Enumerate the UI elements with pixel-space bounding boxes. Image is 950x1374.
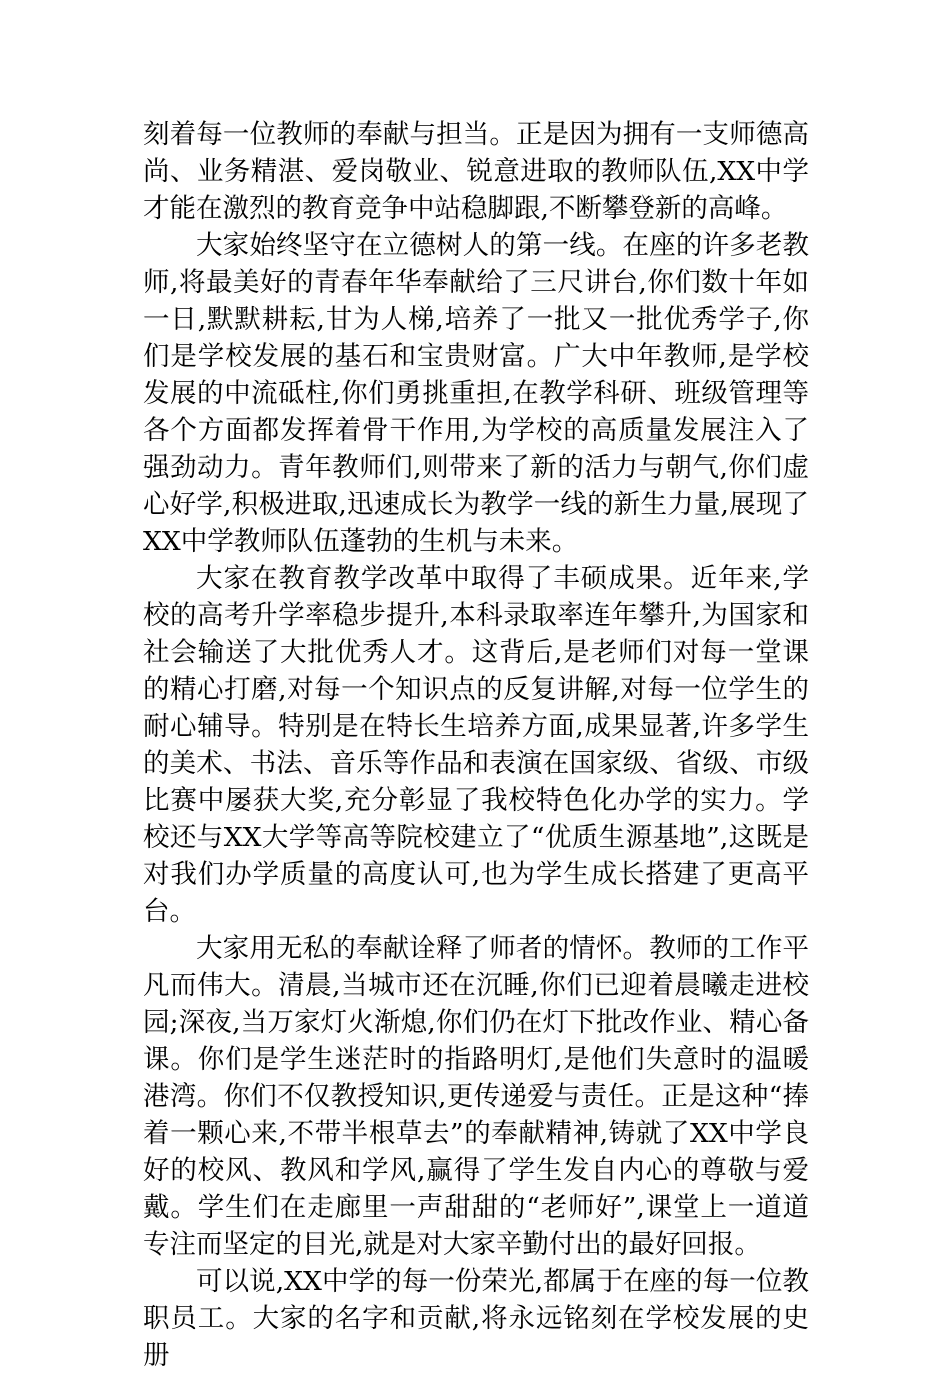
paragraph-school-glory: 可以说,XX中学的每一份荣光,都属于在座的每一位教职员工。大家的名字和贡献,将永远铭刻在学校发展的史册: [143, 1266, 809, 1371]
body-text: [143, 116, 809, 1374]
paragraph-selfless-dedication: 大家用无私的奉献诠释了师者的情怀。教师的工作平凡而伟大。清晨,当城市还在沉睡,你们已迎着晨曦走进校园;深夜,当万家灯火渐熄,你们仍在灯下批改作业、精心备课。你们是学生迷茫时的指路明灯,是他们失意时的温暖港湾。你们不仅教授知识,更传递爱与责任。正是这种“捧着一颗心来,不带半根草去”的奉献精神,铸就了XX中学良好的校风、教风和学风,赢得了学生发自内心的尊敬与爱戴。学生们在走廊里一声甜甜的“老师好”,课堂上一道道专注而坚定的目光,就是对大家辛勤付出的最好回报。: [143, 933, 809, 1260]
paragraph-continuation: 刻着每一位教师的奉献与担当。正是因为拥有一支师德高尚、业务精湛、爱岗敬业、锐意进取的教师队伍,XX中学才能在激烈的教育竞争中站稳脚跟,不断攀登新的高峰。: [143, 119, 809, 224]
paragraph-teaching-achievements: 大家在教育教学改革中取得了丰硕成果。近年来,学校的高考升学率稳步提升,本科录取率连年攀升,为国家和社会输送了大批优秀人才。这背后,是老师们对每一堂课的精心打磨,对每一个知识点的反复讲解,对每一位学生的耐心辅导。特别是在特长生培养方面,成果显著,许多学生的美术、书法、音乐等作品和表演在国家级、省级、市级比赛中屡获大奖,充分彰显了我校特色化办学的实力。学校还与XX大学等高等院校建立了“优质生源基地”,这既是对我们办学质量的高度认可,也为学生成长搭建了更高平台。: [143, 563, 809, 927]
paragraph-frontline-teachers: 大家始终坚守在立德树人的第一线。在座的许多老教师,将最美好的青春年华奉献给了三尺讲台,你们数十年如一日,默默耕耘,甘为人梯,培养了一批又一批优秀学子,你们是学校发展的基石和宝贵财富。广大中年教师,是学校发展的中流砥柱,你们勇挑重担,在教学科研、班级管理等各个方面都发挥着骨干作用,为学校的高质量发展注入了强劲动力。青年教师们,则带来了新的活力与朝气,你们虚心好学,积极进取,迅速成长为教学一线的新生力量,展现了XX中学教师队伍蓬勃的生机与未来。: [143, 230, 809, 557]
